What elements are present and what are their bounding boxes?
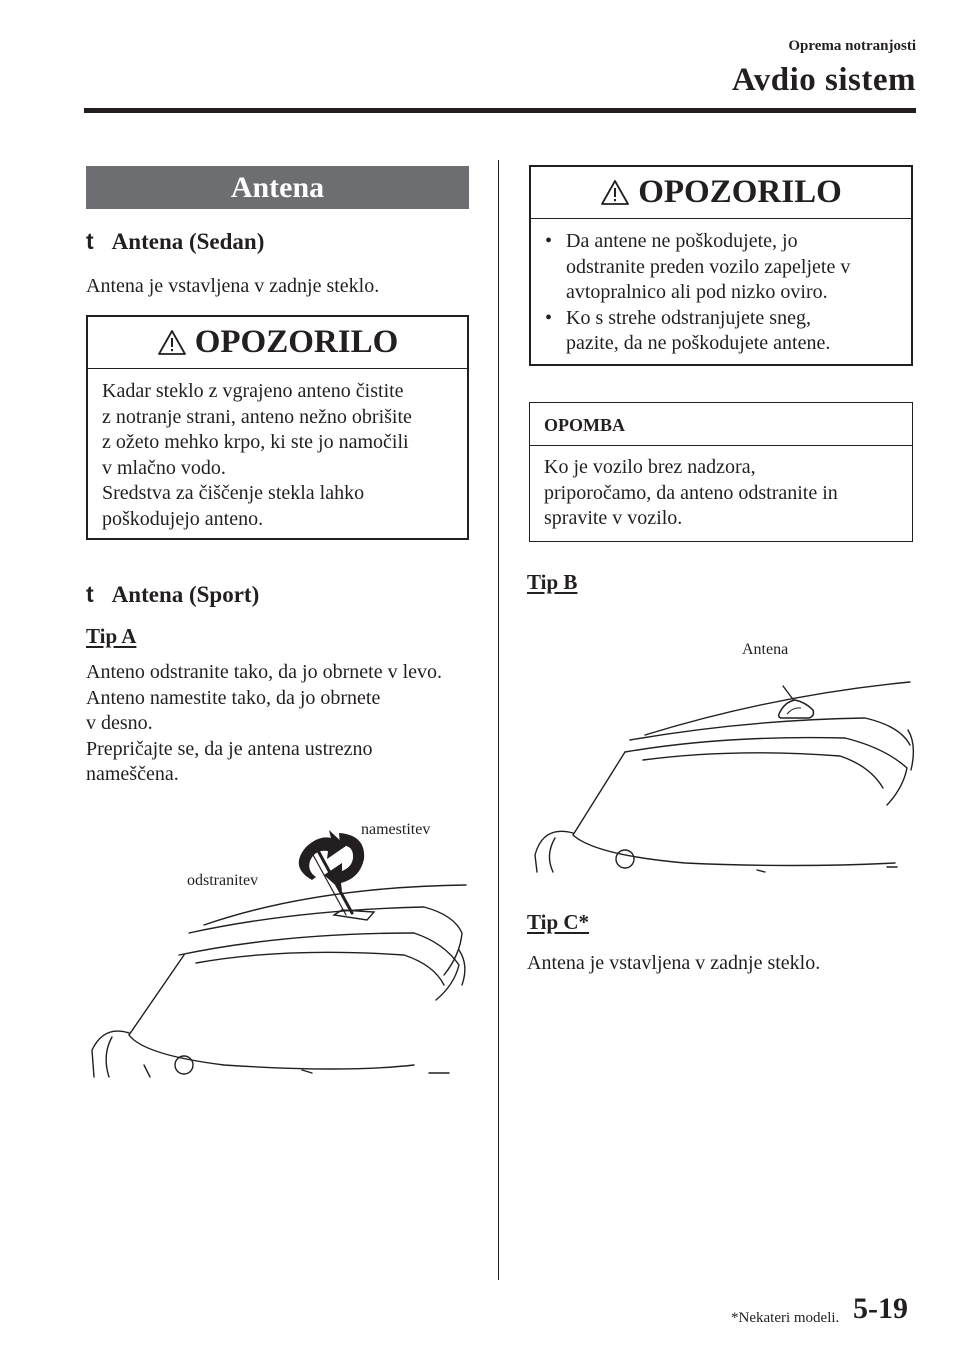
- warning-line: • Ko s strehe odstranjujete sneg,: [566, 306, 811, 329]
- tip-a-text: [86, 660, 486, 788]
- figure-label-antenna: Antena: [742, 641, 789, 658]
- column-divider: [498, 160, 499, 1280]
- footnote: *Nekateri modeli.: [731, 1310, 840, 1326]
- tip-a-line: Anteno namestite tako, da jo obrnete: [86, 686, 381, 709]
- chapter-title: Avdio sistem: [731, 62, 916, 98]
- figure-label-install: namestitev: [361, 821, 431, 838]
- warning-list-item: [539, 306, 897, 357]
- warning-line: v mlačno vodo.: [102, 456, 226, 479]
- warning-line: z notranje strani, anteno nežno obrišite: [102, 405, 412, 428]
- heading-bullet: t: [86, 228, 94, 254]
- warning-body: [88, 369, 467, 542]
- note-line: Ko je vozilo brez nadzora,: [544, 456, 756, 478]
- warning-line: poškodujejo anteno.: [102, 507, 264, 530]
- note-box: [529, 402, 913, 542]
- warning-triangle-icon: [600, 179, 630, 206]
- tip-a-line: nameščena.: [86, 763, 179, 785]
- tip-c-label: Tip C*: [527, 910, 590, 934]
- warning-line: pazite, da ne poškodujete antene.: [566, 332, 831, 354]
- tip-c-text: Antena je vstavljena v zadnje steklo.: [527, 952, 821, 974]
- section-banner: Antena: [86, 166, 469, 209]
- warning-line: avtopralnico ali pod nizko oviro.: [566, 281, 828, 303]
- warning-body: [531, 219, 911, 367]
- sport-heading-text: Antena (Sport): [111, 582, 260, 607]
- heading-bullet: t: [86, 581, 94, 607]
- tip-a-label: Tip A: [86, 624, 137, 648]
- warning-title: OPOZORILO: [194, 324, 399, 360]
- note-line: spravite v vozilo.: [544, 507, 683, 529]
- warning-header: [88, 317, 467, 369]
- note-line: priporočamo, da anteno odstranite in: [544, 481, 838, 504]
- tip-a-line: Prepričajte se, da je antena ustrezno: [86, 737, 373, 760]
- tip-b-label: Tip B: [527, 570, 578, 594]
- sedan-heading-text: Antena (Sedan): [111, 229, 265, 254]
- page-number: 5-19: [853, 1292, 908, 1325]
- warning-list-item: [539, 229, 897, 306]
- warning-triangle-icon: [157, 329, 187, 356]
- tip-a-line: v desno.: [86, 712, 153, 734]
- warning-box-1: [86, 315, 469, 540]
- figure-tip-b-illustration: [525, 660, 920, 875]
- warning-line: Sredstva za čiščenje stekla lahko: [102, 482, 365, 504]
- warning-header: [531, 167, 911, 219]
- warning-line: z ožeto mehko krpo, ki ste jo namočili: [102, 431, 409, 453]
- sedan-heading: [86, 228, 264, 255]
- warning-box-2: [529, 165, 913, 366]
- sedan-text: Antena je vstavljena v zadnje steklo.: [86, 275, 380, 297]
- warning-line: Kadar steklo z vgrajeno anteno čistite: [102, 380, 404, 402]
- sport-heading: [86, 581, 259, 608]
- header-rule: [84, 108, 916, 113]
- section-title: Oprema notranjosti: [788, 38, 916, 54]
- figure-label-remove: odstranitev: [187, 872, 259, 889]
- warning-title: OPOZORILO: [638, 174, 842, 210]
- tip-a-line: Anteno odstranite tako, da jo obrnete v levo.: [86, 661, 443, 683]
- note-title: OPOMBA: [530, 403, 912, 446]
- note-body: [530, 446, 912, 542]
- figure-tip-a-illustration: [84, 815, 484, 1080]
- warning-line: • Da antene ne poškodujete, jo: [566, 230, 798, 252]
- warning-line: odstranite preden vozilo zapeljete v: [566, 255, 851, 278]
